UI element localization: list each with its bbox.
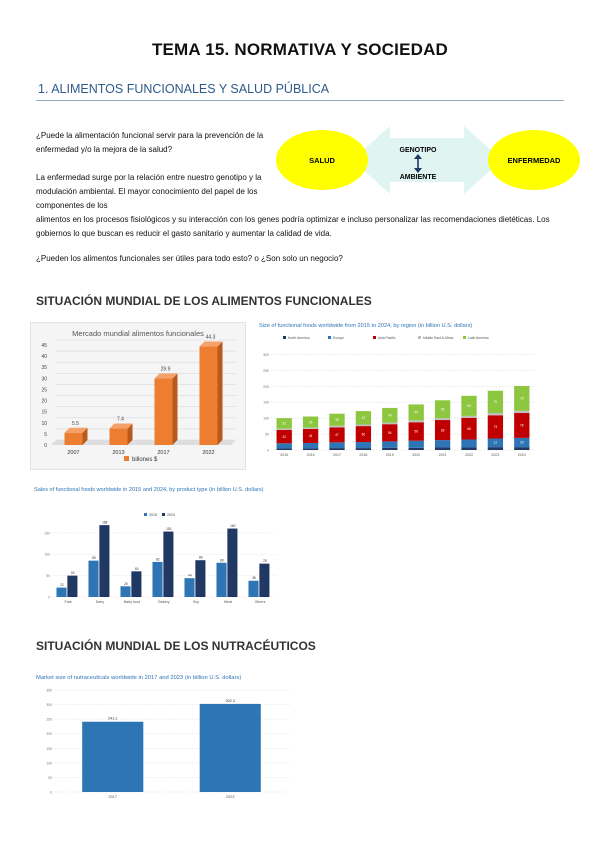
bar-side bbox=[218, 342, 223, 445]
body-paragraph: La enfermedad surge por la relación entre nuestro genotipo y la modulación ambiental. El mayor conocimiento del papel de los componentes de los bbox=[36, 173, 262, 210]
legend-label: Latin America bbox=[468, 336, 489, 340]
data-label: 35 bbox=[308, 420, 313, 425]
section-heading: SITUACIÓN MUNDIAL DE LOS NUTRACÉUTICOS bbox=[36, 639, 316, 653]
bar bbox=[99, 525, 109, 597]
legend-swatch bbox=[463, 336, 466, 339]
bar-segment bbox=[488, 447, 503, 450]
region-chart-container bbox=[255, 318, 540, 460]
data-label: 82 bbox=[156, 557, 160, 562]
bar-segment bbox=[382, 423, 397, 425]
bar-segment bbox=[409, 420, 424, 422]
y-tick-label: 250 bbox=[263, 368, 269, 373]
y-tick-label: 100 bbox=[46, 761, 52, 766]
bar bbox=[259, 564, 269, 597]
y-tick-label: 200 bbox=[46, 732, 52, 737]
y-tick-label: 15 bbox=[41, 409, 47, 416]
bar-segment bbox=[303, 448, 318, 450]
legend-swatch bbox=[162, 513, 165, 516]
body-paragraph-continued: alimentos en los procesos fisiológicos y su interacción con los genes podría optimizar e incluso personalizar las recomendaciones dietéticas. Los gobiernos lo que buscan es reducir el gasto sanitario y aumentar la calidad de vida. bbox=[36, 215, 550, 238]
y-tick-label: 150 bbox=[263, 400, 269, 405]
data-label: 168 bbox=[102, 520, 108, 525]
bar bbox=[184, 578, 194, 597]
bar-segment bbox=[356, 442, 371, 448]
enfermedad-label: ENFERMEDAD bbox=[507, 156, 561, 165]
bar-segment bbox=[356, 448, 371, 450]
bar-segment bbox=[435, 440, 450, 447]
x-tick-label: Bakery bbox=[158, 600, 170, 604]
y-tick-label: 0 bbox=[50, 790, 52, 795]
x-tick-label: 2017 bbox=[157, 450, 170, 456]
y-tick-label: 45 bbox=[41, 343, 47, 349]
y-tick-label: 200 bbox=[263, 384, 269, 389]
bar-segment bbox=[277, 448, 292, 450]
x-tick-label: 2013 bbox=[112, 450, 125, 456]
data-label: 50 bbox=[71, 571, 75, 576]
bar bbox=[200, 704, 261, 792]
region-stacked-bar-chart bbox=[255, 318, 540, 460]
y-tick-label: 35 bbox=[41, 365, 47, 372]
data-label: 44.3 bbox=[205, 334, 216, 341]
chart-title: Size of functional foods worldwide from 2015 to 2024, by region (in billion U.S. dollars) bbox=[259, 323, 473, 329]
bar-segment bbox=[303, 428, 318, 429]
data-label: 68 bbox=[467, 426, 471, 431]
bar bbox=[195, 560, 205, 597]
data-label: 50 bbox=[361, 432, 366, 437]
data-label: 54 bbox=[388, 430, 392, 435]
x-tick-label: 2017 bbox=[108, 795, 117, 799]
data-label: 63 bbox=[440, 428, 445, 433]
bar-segment bbox=[409, 441, 424, 448]
x-tick-label: 2021 bbox=[438, 453, 447, 457]
data-label: 160 bbox=[230, 524, 236, 529]
y-tick-label: 20 bbox=[41, 398, 47, 405]
bar bbox=[227, 529, 237, 597]
bar-segment bbox=[435, 418, 450, 420]
bar-segment bbox=[514, 411, 529, 413]
bar bbox=[88, 561, 98, 597]
bar-segment bbox=[277, 429, 292, 430]
legend-swatch bbox=[373, 336, 376, 339]
data-label: 78 bbox=[520, 423, 524, 428]
bar-side bbox=[173, 374, 178, 445]
legend-label: Middle East & Africa bbox=[423, 336, 454, 340]
bar bbox=[131, 571, 141, 597]
legend-swatch bbox=[124, 456, 129, 461]
x-tick-label: 2022 bbox=[202, 450, 215, 456]
y-tick-label: 50 bbox=[46, 574, 50, 579]
x-tick-label: Fats bbox=[64, 600, 72, 604]
y-tick-label: 150 bbox=[46, 746, 52, 751]
legend-swatch bbox=[328, 336, 331, 339]
data-label: 153 bbox=[166, 527, 172, 532]
question-paragraph: ¿Puede la alimentación funcional servir para la prevención de la enfermedad y/o la mejora de la salud? bbox=[36, 131, 264, 154]
bar-segment bbox=[303, 443, 318, 448]
data-label: 25 bbox=[124, 581, 128, 586]
y-tick-label: 40 bbox=[41, 354, 47, 361]
bar-segment bbox=[277, 443, 292, 448]
x-tick-label: Baby food bbox=[123, 600, 141, 604]
chart-title: Mercado mundial alimentos funcionales bbox=[72, 329, 204, 338]
x-tick-label: 2007 bbox=[67, 450, 80, 456]
y-tick-label: 300 bbox=[46, 703, 52, 708]
y-tick-label: 25 bbox=[41, 387, 47, 394]
x-tick-label: 2018 bbox=[359, 453, 368, 457]
salud-label: SALUD bbox=[309, 156, 335, 165]
data-label: 78 bbox=[520, 396, 524, 401]
data-label: 38 bbox=[252, 576, 256, 581]
x-tick-label: 2024 bbox=[517, 453, 526, 457]
data-label: 58 bbox=[414, 429, 418, 434]
data-label: 80 bbox=[220, 558, 224, 563]
y-tick-label: 10 bbox=[41, 420, 47, 427]
data-label: 42 bbox=[361, 416, 366, 421]
bar bbox=[152, 562, 162, 597]
bar bbox=[200, 347, 218, 445]
bar-segment bbox=[461, 439, 476, 447]
bar-segment bbox=[382, 448, 397, 450]
genotipo-label: GENOTIPO bbox=[399, 147, 437, 154]
question-paragraph: ¿Pueden los alimentos funcionales ser útiles para todo esto? o ¿Son solo un negocio? bbox=[36, 254, 343, 263]
y-tick-label: 0 bbox=[48, 595, 50, 600]
bar-segment bbox=[409, 448, 424, 450]
data-label: 241.1 bbox=[107, 716, 118, 721]
bar-segment bbox=[488, 413, 503, 415]
data-label: 5.5 bbox=[72, 420, 79, 427]
x-tick-label: 2016 bbox=[306, 453, 315, 457]
legend-label: Asia Pacific bbox=[378, 336, 396, 340]
y-tick-label: 100 bbox=[44, 552, 50, 557]
x-tick-label: 2015 bbox=[280, 453, 289, 457]
chart-title: Sales of functional foods worldwide in 2015 and 2024, by product type (in billion U.S. dollars) bbox=[34, 487, 264, 493]
nutraceutical-chart-container bbox=[34, 672, 294, 802]
bar bbox=[65, 433, 83, 445]
y-tick-label: 0 bbox=[44, 443, 47, 449]
data-label: 7.4 bbox=[117, 416, 124, 423]
x-tick-label: Dairy bbox=[95, 600, 105, 604]
data-label: 60 bbox=[135, 566, 139, 571]
bar bbox=[120, 586, 130, 597]
product-grouped-bar-chart bbox=[34, 484, 284, 614]
data-label: 56 bbox=[440, 407, 445, 412]
legend-swatch bbox=[144, 513, 147, 516]
bar bbox=[82, 722, 143, 792]
ambiente-label: AMBIENTE bbox=[399, 174, 437, 181]
y-tick-label: 100 bbox=[263, 416, 269, 421]
data-label: 44 bbox=[188, 573, 192, 578]
market-chart-container bbox=[30, 322, 246, 470]
bar-segment bbox=[514, 447, 529, 450]
x-tick-label: Meat bbox=[224, 600, 232, 604]
legend-label: billones $ bbox=[132, 457, 158, 463]
y-tick-label: 30 bbox=[41, 376, 47, 383]
genotype-environment-diagram bbox=[272, 122, 582, 198]
bar-segment bbox=[329, 442, 344, 448]
nutraceutical-bar-chart bbox=[34, 672, 294, 802]
data-label: 44 bbox=[308, 434, 313, 439]
bar-segment bbox=[382, 441, 397, 447]
x-tick-label: 2020 bbox=[412, 453, 421, 457]
bar-segment bbox=[461, 416, 476, 418]
x-tick-label: 2023 bbox=[226, 795, 235, 799]
bar-segment bbox=[356, 425, 371, 427]
product-chart-container bbox=[34, 484, 284, 614]
y-tick-label: 0 bbox=[267, 448, 269, 453]
x-tick-label: Others bbox=[254, 600, 266, 604]
y-tick-label: 150 bbox=[44, 531, 50, 536]
section-divider bbox=[36, 100, 564, 101]
bar-segment bbox=[329, 448, 344, 450]
section-heading: 1. ALIMENTOS FUNCIONALES Y SALUD PÚBLICA bbox=[38, 82, 330, 96]
data-label: 73 bbox=[493, 425, 498, 430]
y-tick-label: 50 bbox=[48, 775, 52, 780]
double-arrow-shape bbox=[352, 126, 502, 194]
y-tick-label: 50 bbox=[265, 432, 269, 437]
legend-swatch bbox=[418, 336, 421, 339]
x-tick-label: 2017 bbox=[333, 453, 341, 457]
data-label: 302.3 bbox=[225, 698, 236, 703]
data-label: 38 bbox=[335, 417, 339, 422]
data-label: 29 bbox=[520, 440, 524, 445]
x-tick-label: 2023 bbox=[491, 453, 500, 457]
document-title: TEMA 15. NORMATIVA Y SOCIEDAD bbox=[151, 40, 449, 59]
y-tick-label: 350 bbox=[46, 688, 52, 693]
data-label: 33 bbox=[282, 421, 286, 426]
x-tick-label: 2019 bbox=[385, 453, 394, 457]
y-tick-label: 300 bbox=[263, 352, 269, 357]
bar bbox=[248, 581, 258, 597]
x-tick-label: 2022 bbox=[465, 453, 473, 457]
bar-segment bbox=[461, 447, 476, 450]
data-label: 86 bbox=[199, 555, 203, 560]
data-label: 22 bbox=[60, 583, 64, 588]
legend-label: North America bbox=[288, 336, 310, 340]
data-label: 42 bbox=[282, 434, 286, 439]
market-bar-chart bbox=[31, 323, 245, 469]
bar bbox=[67, 576, 77, 597]
y-tick-label: 250 bbox=[46, 717, 52, 722]
bar bbox=[216, 563, 226, 597]
bar bbox=[163, 532, 173, 597]
data-label: 50 bbox=[414, 410, 418, 415]
legend-swatch bbox=[283, 336, 286, 339]
bar bbox=[110, 429, 128, 445]
section-heading: SITUACIÓN MUNDIAL DE LOS ALIMENTOS FUNCIONALES bbox=[36, 294, 372, 308]
bar bbox=[56, 588, 66, 597]
chart-title: Market size of nutraceuticals worldwide in 2017 and 2023 (in billion U.S. dollars) bbox=[36, 675, 242, 681]
bar-segment bbox=[329, 426, 344, 428]
data-label: 27 bbox=[493, 441, 498, 446]
bar-segment bbox=[435, 447, 450, 450]
data-label: 78 bbox=[263, 559, 267, 564]
data-label: 29.9 bbox=[160, 366, 171, 373]
legend-label: 2024 bbox=[167, 513, 175, 517]
data-label: 70 bbox=[493, 400, 498, 405]
data-label: 47 bbox=[335, 433, 339, 438]
data-label: 46 bbox=[388, 413, 392, 418]
x-tick-label: Soy bbox=[192, 600, 200, 604]
data-label: 63 bbox=[467, 404, 471, 409]
legend-label: 2015 bbox=[149, 513, 157, 517]
legend-label: Europe bbox=[333, 336, 344, 340]
y-tick-label: 5 bbox=[44, 431, 47, 438]
data-label: 85 bbox=[92, 556, 96, 561]
bar bbox=[155, 379, 173, 445]
